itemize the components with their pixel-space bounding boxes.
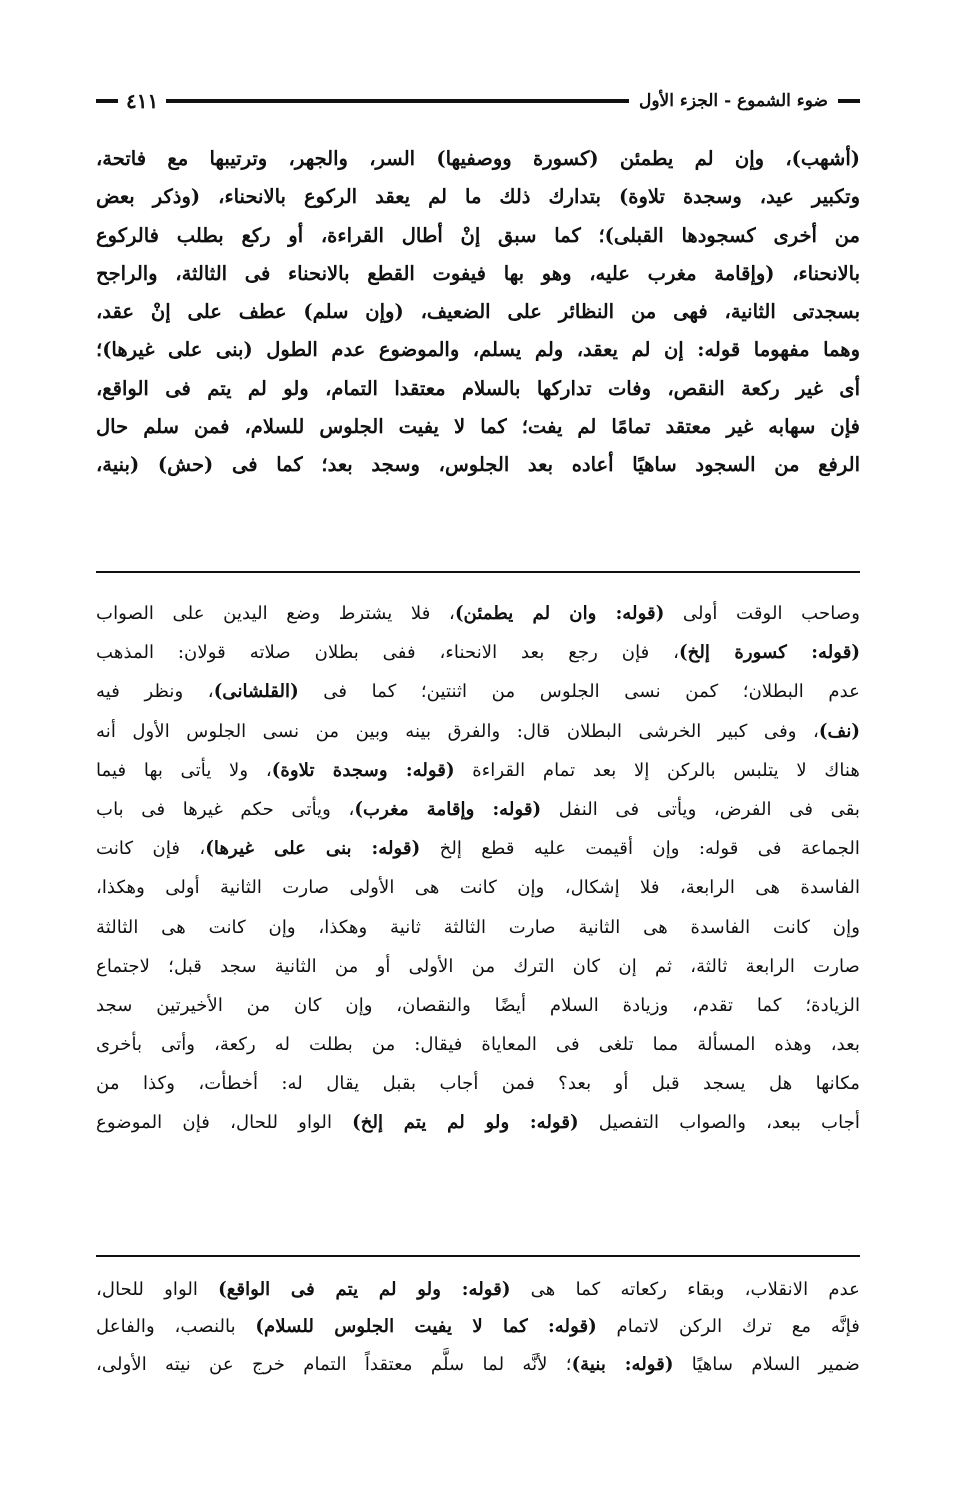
commentary-separator [96,1255,860,1257]
commentary-line: فإنَّه مع ترك الركن لاتمام (قوله: كما لا يفيت الجلوس للسلام) بالنصب، والفاعل [96,1316,860,1338]
main-text [96,140,860,485]
commentary-line: أجاب ببعد، والصواب التفصيل (قوله: ولو لم يتم إلخ) الواو للحال، فإن الموضوع [96,1112,860,1134]
book-title: ضوء الشموع - الجزء الأول [639,91,828,111]
commentary-line: بقى فى الفرض، ويأتى فى النفل (قوله: وإقامة مغرب)، ويأتى حكم غيرها فى باب [96,798,860,820]
commentary-line: (نف)، وفى كبير الخرشى البطلان قال: والفرق بينه وبين من نسى الجلوس الأول أنه [96,720,860,742]
commentary-primary [96,594,860,1143]
running-header [96,86,860,116]
main-text-line: من أخرى كسجودها القبلى)؛ كما سبق إنْ أطال القراءة، أو ركع بطلب فالركوع [96,223,860,247]
main-text-line: وهما مفهوما قوله: إن لم يعقد، ولم يسلم، والموضوع عدم الطول (بنى على غيرها)؛ [96,338,860,362]
commentary-line: مكانها هل يسجد قبل أو بعد؟ فمن أجاب بقبل يقال له: أخطأت، وكذا من [96,1073,860,1095]
commentary-line: بعد، وهذه المسألة مما تلغى فى المعاياة فيقال: من بطلت له ركعة، وأتى بأخرى [96,1034,860,1056]
header-rule [166,99,629,103]
commentary-line: وإن كانت الفاسدة هى الثانية صارت الثالثة ثانية وهكذا، وإن كانت هى الثالثة [96,916,860,938]
commentary-separator [96,571,860,573]
main-text-line: الرفع من السجود ساهيًا أعاده بعد الجلوس، وسجد بعد؛ كما فى (حش) (بنية، [96,453,860,477]
main-text-line: (أشهب)، وإن لم يطمئن (كسورة ووصفيها) السر، والجهر، وترتيبها مع فاتحة، [96,147,860,170]
commentary-line: صارت الرابعة ثالثة، ثم إن كان الترك من الأولى أو من الثانية سجد قبل؛ لاجتماع [96,955,860,977]
commentary-line: ضمير السلام ساهيًا (قوله: بنية)؛ لأنَّه لما سلَّم معتقداً التمام خرج عن نيته الأولى، [96,1353,860,1375]
commentary-secondary [96,1271,860,1383]
commentary-line: (قوله: كسورة إلخ)، فإن رجع بعد الانحناء، ففى بطلان صلاته قولان: المذهب [96,642,860,664]
main-text-line: بالانحناء، (وإقامة مغرب عليه، وهو بها فيفوت القطع بالانحناء فى الثالثة، والراجح [96,261,860,285]
commentary-line: هناك لا يتلبس بالركن إلا بعد تمام القراءة (قوله: وسجدة تلاوة)، ولا يأتى بها فيما [96,759,860,781]
main-text-line: بسجدتى الثانية، فهى من النظائر على الضعيف، (وإن سلم) عطف على إنْ عقد، [96,300,860,324]
header-dash [96,99,118,103]
commentary-line: الزيادة؛ كما تقدم، وزيادة السلام أيضًا والنقصان، وإن كان من الأخيرتين سجد [96,994,860,1016]
main-text-line: فإن سهابه غير معتقد تمامًا لم يفت؛ كما لا يفيت الجلوس للسلام، فمن سلم حال [96,415,860,439]
commentary-line: الفاسدة هى الرابعة، فلا إشكال، وإن كانت هى الأولى صارت الثانية أولى وهكذا، [96,877,860,899]
commentary-line: الجماعة فى قوله: وإن أقيمت عليه قطع إلخ (قوله: بنى على غيرها)، فإن كانت [96,838,860,860]
main-text-line: وتكبير عيد، وسجدة تلاوة) بتدارك ذلك ما لم يعقد الركوع بالانحناء، (وذكر بعض [96,185,860,209]
commentary-line: وصاحب الوقت أولى (قوله: وان لم يطمئن)، فلا يشترط وضع اليدين على الصواب [96,603,860,624]
main-text-line: أى غير ركعة النقص، وفات تداركها بالسلام معتقدا التمام، ولو لم يتم فى الواقع، [96,376,860,400]
page-number: ٤١١ [126,89,159,113]
commentary-line: عدم البطلان؛ كمن نسى الجلوس من اثنتين؛ كما فى (القلشانى)، ونظر فيه [96,681,860,703]
commentary-line: عدم الانقلاب، وبقاء ركعاته كما هى (قوله: ولو لم يتم فى الواقع) الواو للحال، [96,1279,860,1300]
header-dash [838,99,860,103]
